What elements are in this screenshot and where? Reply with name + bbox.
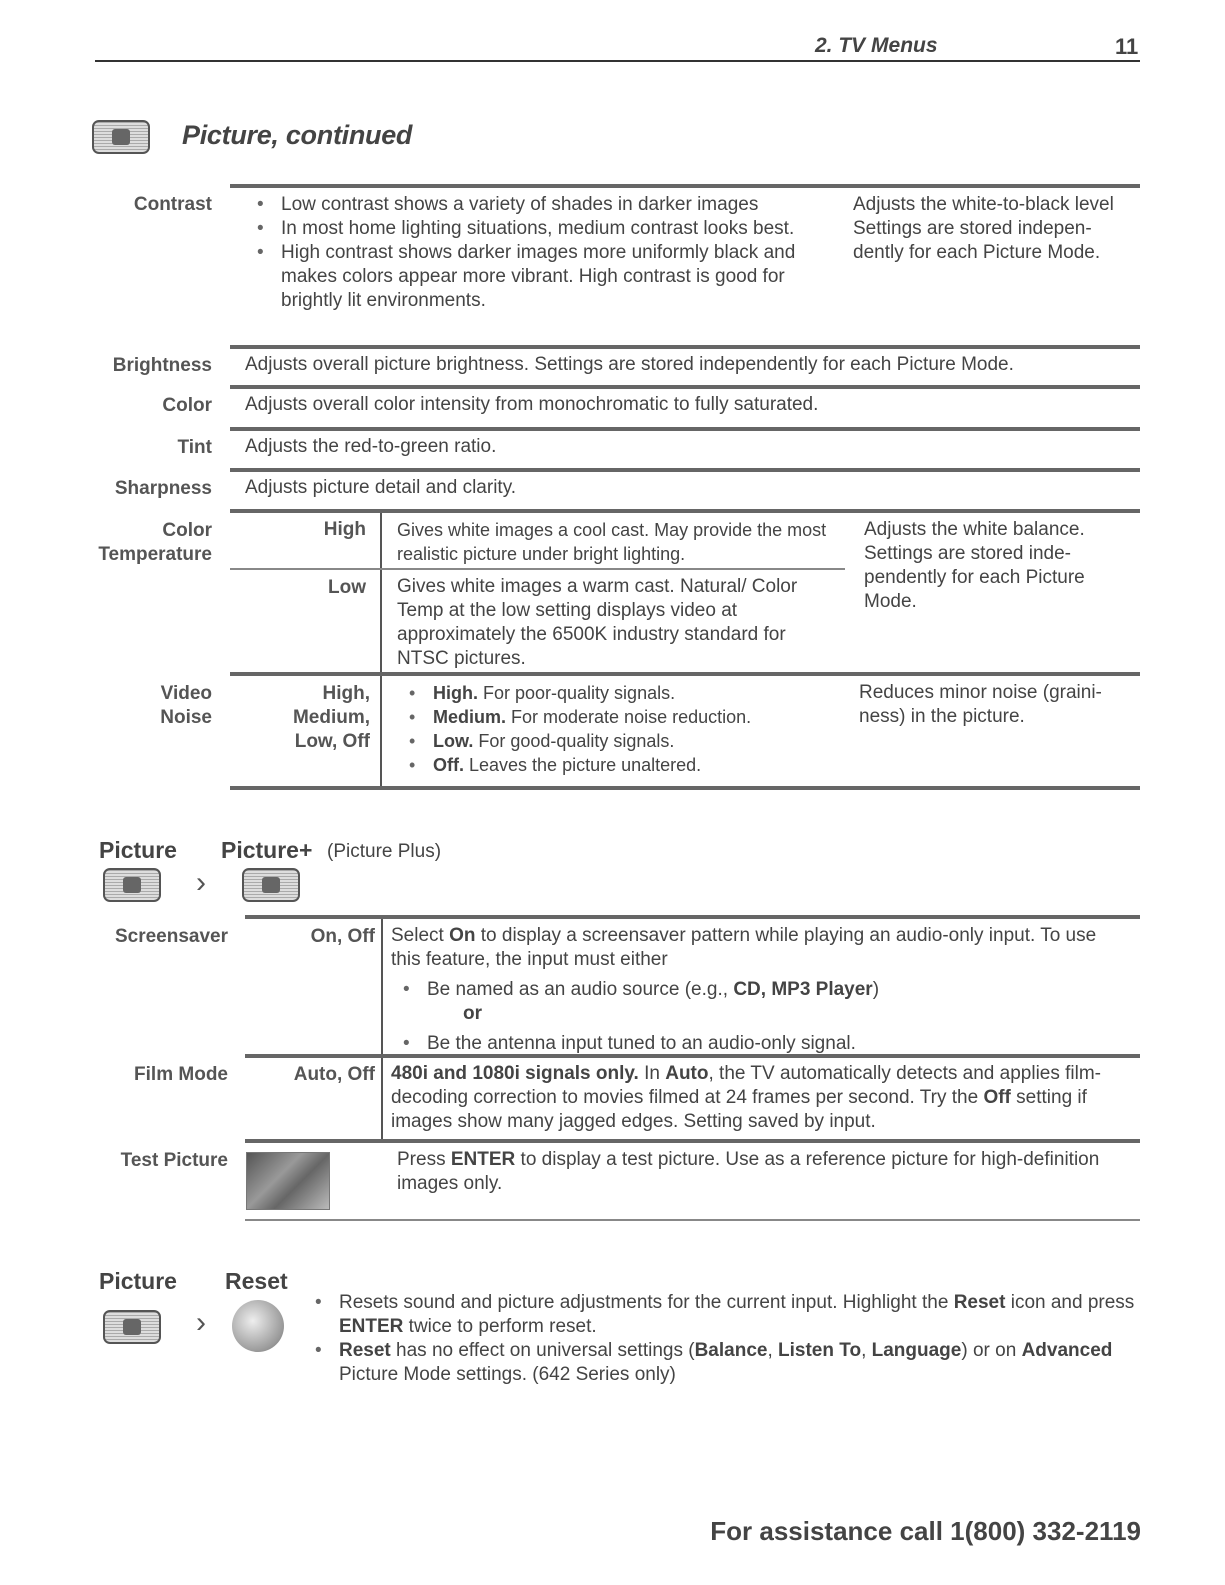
color-text: Adjusts overall color intensity from monochromatic to fully saturated. bbox=[245, 394, 819, 415]
contrast-bullet: • In most home lighting situations, medium contrast looks best. bbox=[245, 217, 805, 241]
video-noise-item: • Off. Leaves the picture unaltered. bbox=[397, 753, 837, 777]
screensaver-intro: Select On to display a screensaver pattern while playing an audio-only input. To use this feature, the input must either bbox=[391, 925, 1097, 970]
color-temp-high-label: High bbox=[323, 519, 366, 540]
subrow-rule bbox=[230, 568, 845, 570]
row-rule bbox=[230, 468, 1140, 472]
contrast-bullet: • High contrast shows darker images more uniformly black and makes colors appear more vibrant. High contrast is good for brightly lit environments. bbox=[245, 241, 805, 313]
color-label: Color bbox=[162, 395, 212, 416]
brightness-text: Adjusts overall picture brightness. Settings are stored independently for each Picture Mode. bbox=[245, 354, 1014, 375]
breadcrumb-parent: Picture bbox=[99, 837, 177, 863]
picture-menu-icon bbox=[92, 120, 150, 154]
header-rule bbox=[95, 60, 1140, 62]
color-temp-label-line: Temperature bbox=[98, 544, 212, 565]
film-mode-description: 480i and 1080i signals only. In Auto, the TV automatically detects and applies film-decoding correction to movies filmed at 24 frames per second. Try the Off setting if images show many jagged edges. Setting saved by input. bbox=[391, 1063, 1102, 1132]
film-mode-options: Auto, Off bbox=[293, 1064, 375, 1085]
color-temp-label-line: Color bbox=[162, 520, 212, 541]
video-noise-option: Low, Off bbox=[294, 731, 370, 752]
tint-label: Tint bbox=[177, 437, 212, 458]
row-rule bbox=[245, 915, 1140, 919]
row-rule bbox=[230, 385, 1140, 389]
picture-plus-icon bbox=[242, 868, 300, 902]
sharpness-label: Sharpness bbox=[114, 478, 212, 499]
video-noise-label-line: Noise bbox=[160, 707, 212, 728]
test-picture-label: Test Picture bbox=[120, 1150, 228, 1171]
reset-bullet: • Reset has no effect on universal settings (Balance, Listen To, Language) or on Advanced Picture Mode settings. (642 Series only) bbox=[303, 1339, 1143, 1387]
page-title: Picture, continued bbox=[182, 120, 413, 150]
row-rule bbox=[230, 786, 1140, 790]
screensaver-or: or bbox=[463, 1003, 482, 1024]
column-divider bbox=[380, 676, 382, 786]
video-noise-options bbox=[230, 682, 370, 754]
page-number: 11 bbox=[1115, 34, 1139, 59]
video-noise-option: High, bbox=[322, 683, 370, 704]
breadcrumb-parent: Picture bbox=[99, 1268, 177, 1294]
video-noise-label bbox=[60, 682, 212, 730]
picture-menu-icon bbox=[103, 868, 161, 902]
row-rule bbox=[230, 184, 1140, 188]
reset-bullet: • Resets sound and picture adjustments for the current input. Highlight the Reset icon and press ENTER twice to perform reset. bbox=[303, 1291, 1143, 1339]
row-rule bbox=[230, 345, 1140, 349]
row-rule bbox=[230, 672, 1140, 676]
screensaver-label: Screensaver bbox=[114, 926, 228, 947]
row-rule bbox=[245, 1139, 1140, 1143]
video-noise-item: • Medium. For moderate noise reduction. bbox=[397, 705, 837, 729]
reset-icon bbox=[232, 1300, 284, 1352]
video-noise-item: • High. For poor-quality signals. bbox=[397, 681, 837, 705]
section-heading-reset: Reset bbox=[225, 1268, 288, 1294]
sharpness-text: Adjusts picture detail and clarity. bbox=[245, 477, 517, 498]
screensaver-description bbox=[391, 924, 1126, 1056]
video-noise-note: Reduces minor noise (graini-ness) in the picture. bbox=[859, 682, 1102, 727]
color-temp-note: Adjusts the white balance. Settings are stored inde-pendently for each Picture Mode. bbox=[864, 519, 1085, 612]
contrast-label: Contrast bbox=[133, 194, 212, 215]
chevron-right-icon: › bbox=[196, 1306, 206, 1339]
chevron-right-icon: › bbox=[196, 866, 206, 899]
screensaver-bullet: • Be the antenna input tuned to an audio-only signal. bbox=[391, 1032, 1126, 1056]
video-noise-item: • Low. For good-quality signals. bbox=[397, 729, 837, 753]
color-temp-low-text: Gives white images a warm cast. Natural/ Color Temp at the low setting displays video at approximately the 6500K industry standard for NTSC pictures. bbox=[397, 576, 798, 669]
row-rule bbox=[230, 427, 1140, 431]
row-rule bbox=[230, 509, 1140, 513]
color-temp-high-text: Gives white images a cool cast. May provide the most realistic picture under bright lighting. bbox=[397, 520, 827, 564]
film-mode-label: Film Mode bbox=[134, 1064, 228, 1085]
picture-menu-icon bbox=[103, 1310, 161, 1344]
video-noise-label-line: Video bbox=[160, 683, 212, 704]
screensaver-bullet: • Be named as an audio source (e.g., CD, MP3 Player) bbox=[391, 978, 1126, 1002]
row-rule bbox=[245, 1054, 1140, 1058]
column-divider bbox=[380, 513, 382, 673]
contrast-note: Adjusts the white-to-black level Settings are stored indepen-dently for each Picture Mode. bbox=[853, 194, 1114, 263]
running-header-section: 2. TV Menus bbox=[815, 34, 938, 57]
video-noise-list bbox=[397, 681, 837, 777]
row-rule bbox=[245, 1219, 1140, 1221]
footer-assistance: For assistance call 1(800) 332-2119 bbox=[710, 1516, 1141, 1546]
test-picture-description: Press ENTER to display a test picture. Use as a reference picture for high-definition images only. bbox=[397, 1149, 1100, 1194]
section-heading-picture-plus: Picture+ bbox=[221, 837, 313, 863]
screensaver-options: On, Off bbox=[310, 926, 375, 947]
video-noise-option: Medium, bbox=[292, 707, 370, 728]
contrast-bullets bbox=[245, 193, 805, 313]
section-subheading: (Picture Plus) bbox=[327, 841, 442, 862]
contrast-bullet: • Low contrast shows a variety of shades in darker images bbox=[245, 193, 805, 217]
color-temp-low-label: Low bbox=[328, 577, 366, 598]
brightness-label: Brightness bbox=[112, 355, 212, 376]
color-temp-label bbox=[60, 519, 212, 567]
test-picture-thumbnail bbox=[246, 1152, 330, 1210]
reset-description bbox=[303, 1291, 1143, 1387]
column-divider bbox=[381, 919, 383, 1139]
tint-text: Adjusts the red-to-green ratio. bbox=[245, 436, 497, 457]
